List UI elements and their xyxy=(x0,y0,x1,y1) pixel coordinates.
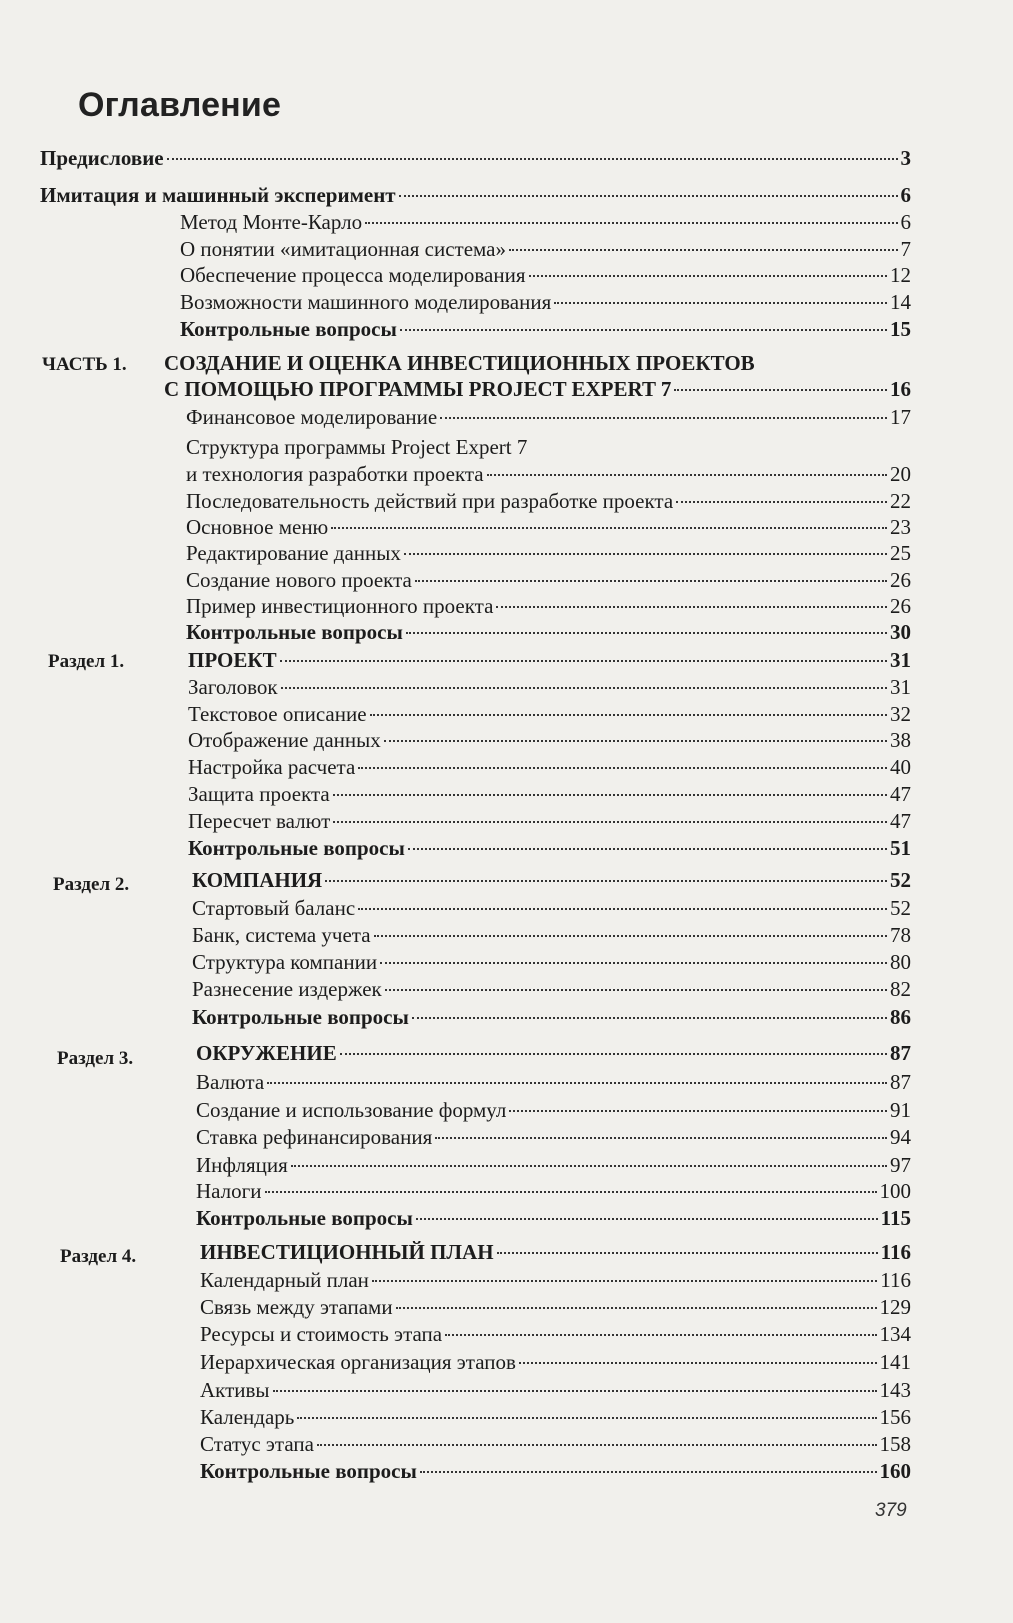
leader-dots xyxy=(399,195,898,197)
toc-entry[interactable] xyxy=(196,1097,911,1123)
toc-entry-page: 7 xyxy=(900,237,911,261)
toc-entry-label: Инфляция xyxy=(196,1153,288,1177)
toc-entry-page: 30 xyxy=(890,620,911,644)
toc-entry-label: Налоги xyxy=(196,1179,262,1203)
toc-entry-page: 82 xyxy=(890,977,911,1001)
toc-entry-page: 52 xyxy=(890,896,911,920)
toc-entry-label: Настройка расчета xyxy=(188,755,356,779)
toc-entry[interactable] xyxy=(180,209,911,235)
toc-entry[interactable] xyxy=(180,236,911,262)
toc-entry[interactable] xyxy=(192,976,911,1002)
leader-dots xyxy=(420,1471,877,1473)
toc-entry[interactable] xyxy=(180,262,911,288)
toc-entry-page: 160 xyxy=(879,1459,911,1483)
leader-dots xyxy=(317,1444,877,1446)
toc-entry[interactable] xyxy=(180,316,911,342)
leader-dots xyxy=(396,1307,877,1309)
toc-entry-label: Ресурсы и стоимость этапа xyxy=(200,1322,443,1346)
toc-entry-page: 26 xyxy=(890,568,911,592)
toc-entry[interactable] xyxy=(188,701,911,727)
leader-dots xyxy=(167,158,898,160)
toc-entry[interactable] xyxy=(186,404,911,430)
leader-dots xyxy=(400,329,887,331)
toc-entry-label: Контрольные вопросы xyxy=(186,620,403,644)
toc-entry-label: Создание нового проекта xyxy=(186,568,412,592)
toc-entry[interactable] xyxy=(186,540,911,566)
toc-entry-label: КОМПАНИЯ xyxy=(192,868,323,892)
toc-entry[interactable] xyxy=(200,1377,911,1403)
leader-dots xyxy=(380,962,887,964)
toc-entry-page: 31 xyxy=(890,675,911,699)
part-title-line: СОЗДАНИЕ И ОЦЕНКА ИНВЕСТИЦИОННЫХ ПРОЕКТОВ xyxy=(164,351,755,375)
toc-entry-label: Контрольные вопросы xyxy=(196,1206,413,1230)
toc-entry[interactable] xyxy=(192,895,911,921)
toc-entry-page: 94 xyxy=(890,1125,911,1149)
page-number: 379 xyxy=(875,1500,907,1521)
toc-entry-label: Создание и использование формул xyxy=(196,1098,507,1122)
toc-entry[interactable] xyxy=(200,1404,911,1430)
toc-entry[interactable] xyxy=(188,647,911,673)
toc-entry[interactable] xyxy=(188,781,911,807)
toc-entry-label: Редактирование данных xyxy=(186,541,401,565)
toc-entry-page: 87 xyxy=(890,1070,911,1094)
toc-entry-page: 14 xyxy=(890,290,911,314)
leader-dots xyxy=(385,989,887,991)
toc-entry-page: 32 xyxy=(890,702,911,726)
toc-entry[interactable] xyxy=(196,1178,911,1204)
leader-dots xyxy=(333,794,887,796)
toc-entry[interactable] xyxy=(186,567,911,593)
toc-entry-page: 20 xyxy=(890,462,911,486)
toc-entry[interactable] xyxy=(40,182,911,208)
toc-entry-label: Банк, система учета xyxy=(192,923,371,947)
toc-entry-page: 87 xyxy=(890,1041,911,1065)
toc-entry-page: 47 xyxy=(890,809,911,833)
toc-entry[interactable] xyxy=(196,1124,911,1150)
toc-entry-label: Метод Монте-Карло xyxy=(180,210,363,234)
toc-entry-label: О понятии «имитационная система» xyxy=(180,237,507,261)
section-tag: Раздел 2. xyxy=(53,874,130,895)
toc-entry-page: 134 xyxy=(879,1322,911,1346)
leader-dots xyxy=(291,1165,887,1167)
toc-entry-page: 31 xyxy=(890,648,911,672)
section-tag: Раздел 1. xyxy=(48,651,125,672)
toc-entry[interactable] xyxy=(200,1267,911,1293)
toc-entry-label-line1: Структура программы Project Expert 7 xyxy=(186,435,528,459)
leader-dots xyxy=(370,714,887,716)
toc-entry[interactable] xyxy=(196,1205,911,1231)
toc-entry-label: Валюта xyxy=(196,1070,265,1094)
leader-dots xyxy=(676,501,887,503)
toc-entry-label: Защита проекта xyxy=(188,782,330,806)
toc-entry[interactable] xyxy=(192,922,911,948)
leader-dots xyxy=(358,767,887,769)
toc-entry-page: 40 xyxy=(890,755,911,779)
leader-dots xyxy=(497,1252,878,1254)
toc-entry[interactable] xyxy=(186,619,911,645)
leader-dots xyxy=(435,1137,887,1139)
leader-dots xyxy=(273,1390,877,1392)
toc-entry[interactable] xyxy=(186,488,911,514)
toc-entry-label: Имитация и машинный эксперимент xyxy=(40,183,396,207)
toc-entry[interactable] xyxy=(40,145,911,171)
toc-entry[interactable] xyxy=(200,1349,911,1375)
toc-entry-page: 16 xyxy=(890,377,911,401)
leader-dots xyxy=(404,553,887,555)
toc-entry-label: Календарь xyxy=(200,1405,295,1429)
leader-dots xyxy=(325,880,887,882)
leader-dots xyxy=(297,1417,876,1419)
leader-dots xyxy=(374,935,887,937)
page-title: Оглавление xyxy=(78,86,282,124)
leader-dots xyxy=(674,389,887,391)
toc-entry-page: 115 xyxy=(880,1206,911,1230)
toc-entry-label: и технология разработки проекта xyxy=(186,462,484,486)
toc-entry-page: 12 xyxy=(890,263,911,287)
leader-dots xyxy=(487,474,887,476)
toc-entry-page: 6 xyxy=(900,210,911,234)
leader-dots xyxy=(333,821,887,823)
toc-entry-page: 26 xyxy=(890,594,911,618)
toc-entry-page: 51 xyxy=(890,836,911,860)
toc-entry[interactable] xyxy=(164,376,911,402)
toc-entry-page: 143 xyxy=(879,1378,911,1402)
toc-entry-label: Возможности машинного моделирования xyxy=(180,290,552,314)
toc-entry-label: Контрольные вопросы xyxy=(188,836,405,860)
toc-entry-label: Финансовое моделирование xyxy=(186,405,438,429)
toc-entry-page: 15 xyxy=(890,317,911,341)
toc-entry[interactable] xyxy=(186,461,911,487)
toc-entry-label: Пересчет валют xyxy=(188,809,331,833)
leader-dots xyxy=(509,249,897,251)
leader-dots xyxy=(509,1110,887,1112)
leader-dots xyxy=(408,848,887,850)
toc-entry-label: Стартовый баланс xyxy=(192,896,356,920)
toc-entry-page: 97 xyxy=(890,1153,911,1177)
toc-entry-page: 116 xyxy=(880,1268,911,1292)
toc-entry[interactable] xyxy=(200,1458,911,1484)
toc-entry[interactable] xyxy=(196,1069,911,1095)
leader-dots xyxy=(267,1082,887,1084)
toc-entry-label: Связь между этапами xyxy=(200,1295,393,1319)
toc-entry-page: 23 xyxy=(890,515,911,539)
toc-entry[interactable] xyxy=(186,593,911,619)
toc-entry-page: 156 xyxy=(879,1405,911,1429)
toc-entry[interactable] xyxy=(188,674,911,700)
toc-entry-label: Текстовое описание xyxy=(188,702,367,726)
toc-entry-page: 52 xyxy=(890,868,911,892)
toc-entry[interactable] xyxy=(196,1152,911,1178)
toc-entry-label: Ставка рефинансирования xyxy=(196,1125,433,1149)
toc-entry-page: 91 xyxy=(890,1098,911,1122)
leader-dots xyxy=(415,580,887,582)
toc-entry-label: Отображение данных xyxy=(188,728,381,752)
leader-dots xyxy=(280,660,887,662)
toc-entry-page: 25 xyxy=(890,541,911,565)
toc-entry[interactable] xyxy=(188,808,911,834)
toc-entry-page: 80 xyxy=(890,950,911,974)
toc-entry-label: Заголовок xyxy=(188,675,278,699)
toc-entry-label: Предисловие xyxy=(40,146,164,170)
toc-entry-page: 116 xyxy=(880,1240,911,1264)
toc-entry-label: Контрольные вопросы xyxy=(180,317,397,341)
toc-entry[interactable] xyxy=(192,867,911,893)
leader-dots xyxy=(440,417,887,419)
toc-entry-label: Контрольные вопросы xyxy=(200,1459,417,1483)
leader-dots xyxy=(340,1053,887,1055)
toc-entry-page: 129 xyxy=(879,1295,911,1319)
toc-entry-page: 78 xyxy=(890,923,911,947)
toc-entry-label: С ПОМОЩЬЮ ПРОГРАММЫ PROJECT EXPERT 7 xyxy=(164,377,672,401)
leader-dots xyxy=(496,606,887,608)
leader-dots xyxy=(331,527,887,529)
toc-entry[interactable] xyxy=(186,514,911,540)
toc-entry[interactable] xyxy=(188,754,911,780)
toc-entry-page: 141 xyxy=(879,1350,911,1374)
toc-entry[interactable] xyxy=(188,835,911,861)
toc-entry-label: Активы xyxy=(200,1378,270,1402)
toc-entry-page: 3 xyxy=(900,146,911,170)
toc-entry-page: 22 xyxy=(890,489,911,513)
toc-entry[interactable] xyxy=(180,289,911,315)
toc-entry[interactable] xyxy=(200,1294,911,1320)
toc-entry-label: ИНВЕСТИЦИОННЫЙ ПЛАН xyxy=(200,1240,494,1264)
toc-entry[interactable] xyxy=(200,1321,911,1347)
toc-entry-label: Статус этапа xyxy=(200,1432,314,1456)
toc-entry-label: Структура компании xyxy=(192,950,378,974)
toc-entry-page: 17 xyxy=(890,405,911,429)
toc-entry-label: ОКРУЖЕНИЕ xyxy=(196,1041,337,1065)
toc-entry-label: Иерархическая организация этапов xyxy=(200,1350,516,1374)
toc-entry-label: Пример инвестиционного проекта xyxy=(186,594,494,618)
toc-entry-label: Контрольные вопросы xyxy=(192,1005,409,1029)
toc-entry[interactable] xyxy=(196,1040,911,1066)
leader-dots xyxy=(365,222,897,224)
leader-dots xyxy=(519,1362,877,1364)
toc-entry[interactable] xyxy=(192,949,911,975)
toc-entry-label: Обеспечение процесса моделирования xyxy=(180,263,526,287)
leader-dots xyxy=(265,1191,877,1193)
leader-dots xyxy=(416,1218,878,1220)
part-tag: ЧАСТЬ 1. xyxy=(42,354,127,375)
toc-entry-label: Календарный план xyxy=(200,1268,369,1292)
toc-entry-label: Основное меню xyxy=(186,515,329,539)
leader-dots xyxy=(529,275,888,277)
toc-entry[interactable] xyxy=(200,1431,911,1457)
toc-entry[interactable] xyxy=(200,1239,911,1265)
toc-entry-label: Последовательность действий при разработке проекта xyxy=(186,489,674,513)
leader-dots xyxy=(412,1017,887,1019)
toc-entry-page: 47 xyxy=(890,782,911,806)
section-tag: Раздел 4. xyxy=(60,1246,137,1267)
toc-entry-label: Разнесение издержек xyxy=(192,977,382,1001)
toc-entry-page: 6 xyxy=(900,183,911,207)
leader-dots xyxy=(384,740,887,742)
toc-entry-label: ПРОЕКТ xyxy=(188,648,277,672)
leader-dots xyxy=(358,908,887,910)
toc-entry-page: 86 xyxy=(890,1005,911,1029)
leader-dots xyxy=(445,1334,876,1336)
toc-entry[interactable] xyxy=(188,727,911,753)
toc-entry[interactable] xyxy=(192,1004,911,1030)
leader-dots xyxy=(372,1280,877,1282)
leader-dots xyxy=(554,302,887,304)
toc-entry-page: 158 xyxy=(879,1432,911,1456)
leader-dots xyxy=(406,632,887,634)
leader-dots xyxy=(281,687,887,689)
toc-entry-page: 100 xyxy=(879,1179,911,1203)
toc-entry-page: 38 xyxy=(890,728,911,752)
section-tag: Раздел 3. xyxy=(57,1048,134,1069)
